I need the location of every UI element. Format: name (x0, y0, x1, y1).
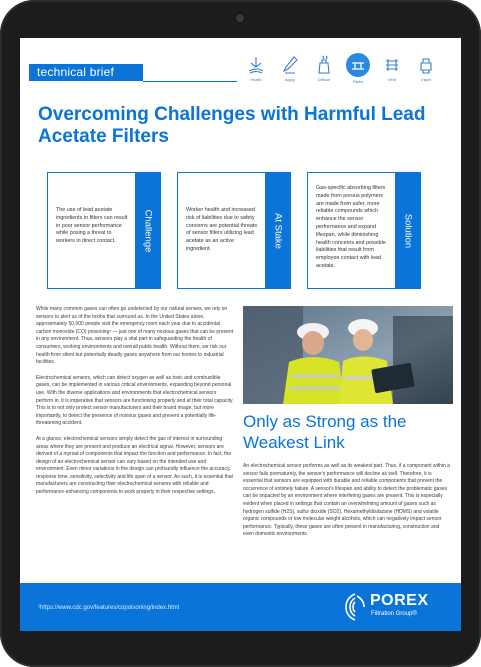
nav-label: Diffuse (317, 77, 331, 82)
solution-box (307, 172, 421, 289)
nav-label: Inkjet (421, 77, 431, 82)
category-nav (240, 53, 450, 95)
challenge-text: The use of lead acetate ingredients in filters can result in poor sensor performance while posing a threat to workers in direct contact. (56, 207, 128, 245)
camera-dot (236, 14, 244, 22)
workers-photo (243, 306, 453, 404)
nav-item-pipes[interactable] (342, 53, 374, 95)
at-stake-text: Worker health and increased risk of liabilities due to safety concerns are potential threats of sensor filters utilizing lead acetate as an active ingredient. (186, 207, 258, 252)
solution-tab (395, 173, 420, 288)
document-page[interactable] (20, 38, 461, 631)
logo-tagline: Filtration Group® (371, 611, 417, 617)
pipes-icon (350, 58, 366, 74)
diffuser-icon (315, 55, 333, 75)
inkjet-icon (417, 55, 435, 75)
porex-logo (342, 590, 442, 624)
solution-text: Gas-specific absorbing filters made from porous polymers are made from safer, more reliable compounds which enhance the sensor performance and expand lifespan, while diminishing health concerns and possible liabilities that result from employee contact with lead acetate. (316, 185, 386, 269)
at-stake-box (177, 172, 291, 289)
active-indicator (346, 53, 370, 77)
nav-label: Pipes (352, 79, 363, 84)
nav-label: Vent (387, 77, 396, 82)
nav-label: Apply (284, 77, 295, 82)
challenge-tab (135, 173, 160, 288)
at-stake-tab (265, 173, 290, 288)
logo-mark-icon (342, 592, 368, 622)
logo-wordmark: POREX (370, 592, 429, 609)
pen-icon (281, 55, 299, 75)
vent-icon (383, 55, 401, 75)
solution-label: Solution (402, 213, 413, 248)
nav-label: Health (250, 77, 262, 82)
section-subhead: Only as Strong as the Weakest Link (243, 412, 407, 452)
nav-item-vent[interactable] (376, 53, 408, 95)
nav-item-apply[interactable] (274, 53, 306, 95)
nav-item-inkjet[interactable] (410, 53, 442, 95)
health-icon (247, 55, 265, 75)
footer (20, 583, 461, 631)
at-stake-label: At Stake (272, 212, 283, 249)
technical-brief-tag: technical brief (29, 64, 143, 81)
left-column (36, 306, 234, 505)
paragraph: Electrochemical sensors, which can detect oxygen as well as toxic and combustible gases, can be implemented in various critical environments, expanding beyond personal use. With the diverse applications and environments that electrochemical sensors perform in, it is imperative that sensors are functioning properly and at their total capacity. This is to not only protect sensor manufacturers and their brand image, but more importantly, to detect the presence of noxious gases and prevent a potentially life-threatening accident. (36, 374, 234, 427)
right-column (243, 463, 451, 539)
nav-item-health[interactable] (240, 53, 272, 95)
workers-illustration (243, 306, 453, 404)
nav-item-diffuse[interactable] (308, 53, 340, 95)
paragraph: An electrochemical sensor performs as well as its weakest part. Thus, if a component within a sensor fails prematurely, the sensor's performance will decline as well. Therefore, it is essential that sensors are equipped with durable and reliable components that prevent the occurrence of untimely failure. A sensor's lifespan and ability to detect the problematic gases can be impacted by an environment where interfering gases are present. This is especially evident when placed in settings that contain an overwhelming amount of gases such as hydrogen sulfide (H2S), sulfur dioxide (SO2), Hexamethyldisilazane (HDMS) and volatile organic compounds or low molecular weight alcohols, which can negatively impact sensor performance. Typically, these gases are often present in manufacturing, construction and even domestic environments. (243, 463, 450, 538)
header-rule (143, 81, 237, 82)
paragraph: While many common gases can often go undetected by our natural senses, we rely on sensors to alert us of the toxins that surround us. In the United States alone, approximately 50,000 people visit the emergency room each year due to accidental carbon monoxide (CO) poisoning¹ — just one of many noxious gases that can be present in any environment. Thus, sensors play a vital part in safeguarding the health of consumers, working environments and overall public health. Without them, we risk our health from silent but potentially deadly gases anywhere from our homes to industrial facilities. (36, 306, 234, 366)
challenge-label: Challenge (142, 209, 153, 252)
paragraph: At a glance, electrochemical sensors simply detect the gas of interest in surrounding areas where they are present and produce an electrical signal. However, sensors are derived of a myriad of components that impact the function and performance. In fact, the design of an electrochemical sensor can vary based on the intended use and environment. Even minor variations in the design can profoundly influence the accuracy, response time, sensitivity, selectivity and life span of a sensor. As such, it is essential that manufacturers are constructing their electrochemical sensors with reliable and performance-enhancing components to work properly in their respective settings. (36, 435, 233, 496)
footnote-link[interactable]: ¹https://www.cdc.gov/features/copoisoning/index.html (38, 605, 180, 611)
page-title: Overcoming Challenges with Harmful Lead Acetate Filters (38, 104, 426, 147)
challenge-box (47, 172, 161, 289)
